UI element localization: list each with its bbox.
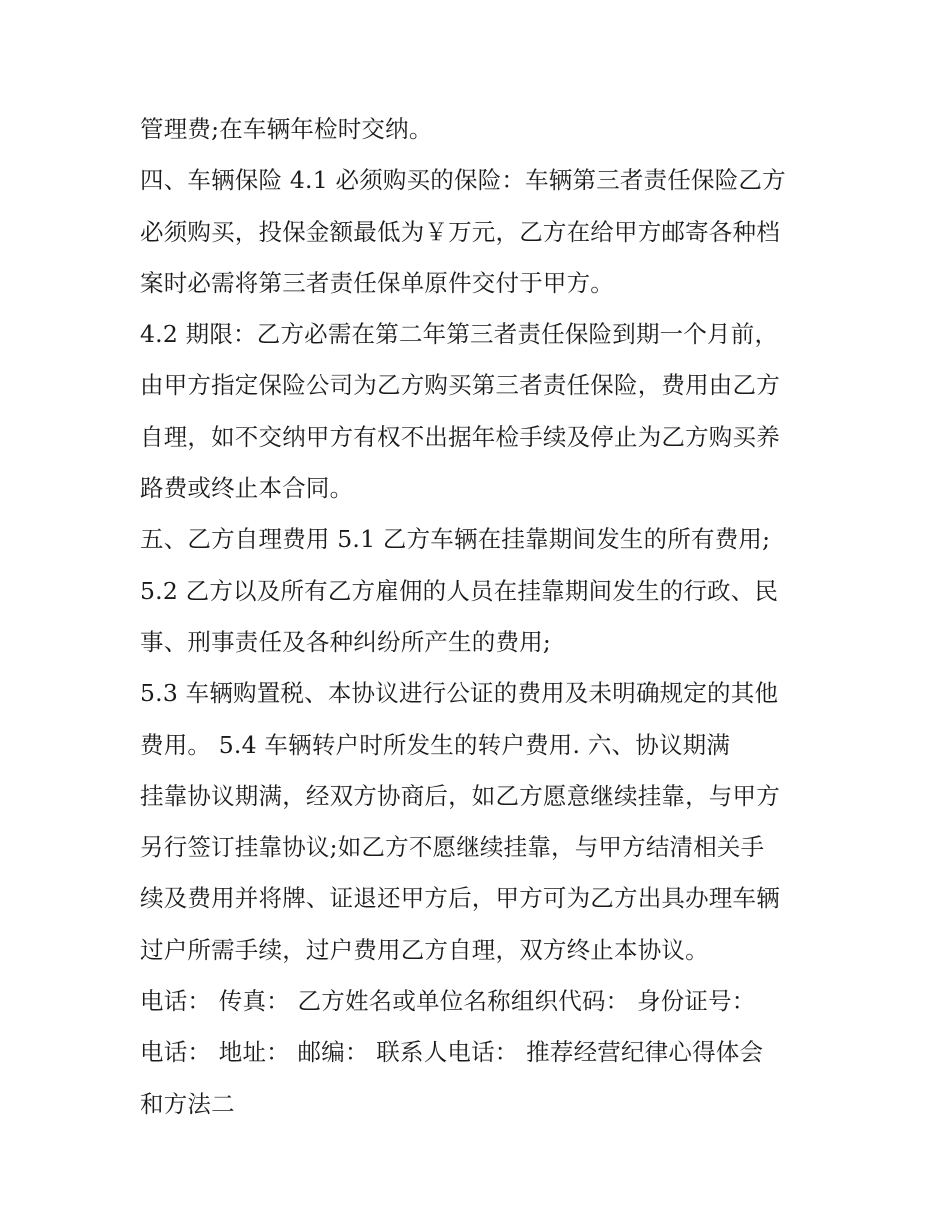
text-line: 挂靠协议期满，经双方协商后，如乙方愿意继续挂靠，与甲方 bbox=[140, 781, 780, 810]
text-line: 另行签订挂靠协议;如乙方不愿继续挂靠，与甲方结清相关手 bbox=[140, 833, 765, 862]
text-line: 电话： 传真： 乙方姓名或单位名称组织代码： 身份证号： bbox=[140, 987, 756, 1016]
text-line: 续及费用并将牌、证退还甲方后，甲方可为乙方出具办理车辆 bbox=[140, 884, 780, 913]
text-line: 案时必需将第三者责任保单原件交付于甲方。 bbox=[140, 268, 614, 297]
text-line: 四、车辆保险 4.1 必须购买的保险：车辆第三者责任保险乙方 bbox=[140, 166, 786, 195]
text-line: 路费或终止本合同。 bbox=[140, 474, 354, 503]
text-line: 五、乙方自理费用 5.1 乙方车辆在挂靠期间发生的所有费用; bbox=[140, 525, 771, 554]
text-line: 和方法二 bbox=[140, 1089, 235, 1118]
text-line: 5.2 乙方以及所有乙方雇佣的人员在挂靠期间发生的行政、民 bbox=[140, 576, 779, 605]
text-line: 由甲方指定保险公司为乙方购买第三者责任保险，费用由乙方 bbox=[140, 371, 780, 400]
text-line: 管理费;在车辆年检时交纳。 bbox=[140, 115, 433, 143]
text-line: 必须购买，投保金额最低为￥万元，乙方在给甲方邮寄各种档 bbox=[140, 217, 780, 246]
text-line: 事、刑事责任及各种纠纷所产生的费用; bbox=[140, 627, 552, 656]
text-line: 4.2 期限：乙方必需在第二年第三者责任保险到期一个月前， bbox=[140, 320, 779, 349]
text-line: 费用。 5.4 车辆转户时所发生的转户费用. 六、协议期满 bbox=[140, 730, 731, 759]
text-line: 5.3 车辆购置税、本协议进行公证的费用及未明确规定的其他 bbox=[140, 679, 779, 708]
text-line: 过户所需手续，过户费用乙方自理，双方终止本协议。 bbox=[140, 935, 709, 964]
text-line: 电话： 地址： 邮编： 联系人电话： 推荐经营纪律心得体会 bbox=[140, 1038, 764, 1067]
text-line: 自理，如不交纳甲方有权不出据年检手续及停止为乙方购买养 bbox=[140, 422, 780, 451]
document-body bbox=[140, 104, 830, 1130]
